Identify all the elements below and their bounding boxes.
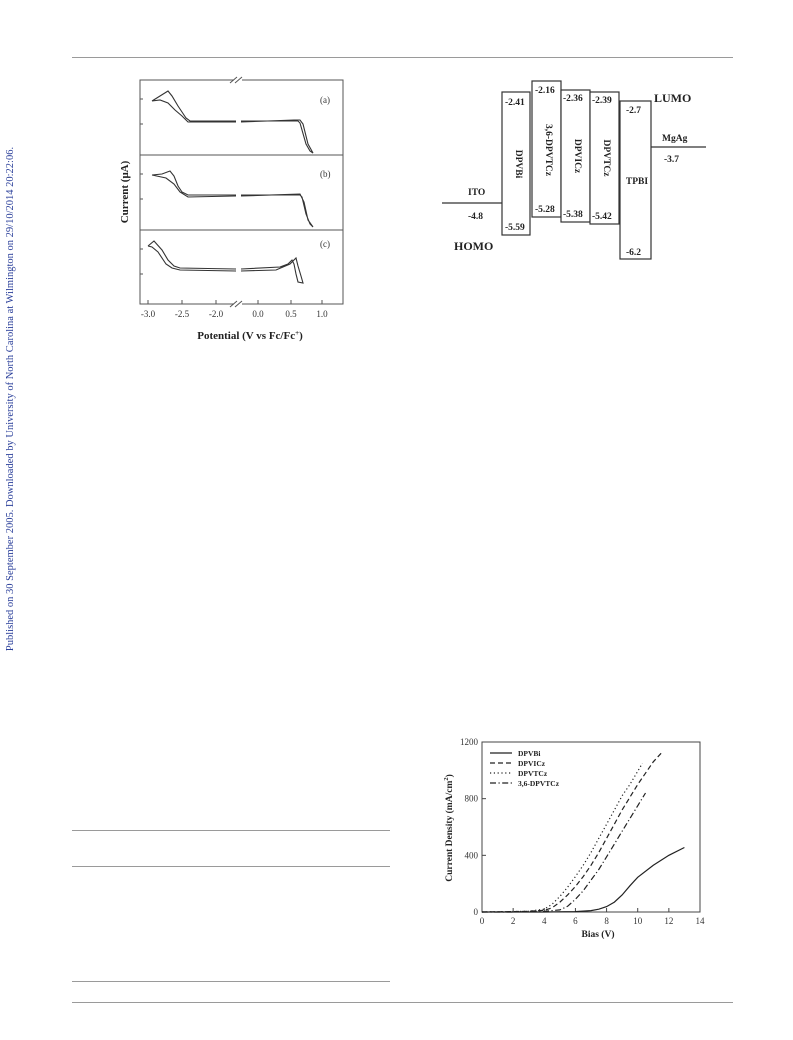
x-tick-label: 0 [479,916,485,926]
cv-x-tick-label: 0.5 [285,309,297,319]
y-tick-label: 0 [473,907,478,917]
mgag-label: MgAg [662,134,688,144]
jv-chart [430,730,720,945]
jv-y-axis-label: Current Density $(mA/cm^2)$ [443,774,455,882]
cv-curve-c [148,241,303,283]
table-rule-top [72,830,390,831]
cv-curve-a [152,91,313,153]
36-dpvtcz-homo: -5.28 [535,205,555,215]
ito-label: ITO [468,188,486,198]
panel-label-a: (a) [320,95,330,105]
tpbi-homo: -6.2 [626,248,642,258]
table-rule-mid [72,866,390,867]
legend-label: DPVTCz [518,769,548,778]
dpvtcz-lumo: -2.39 [592,96,612,106]
cv-x-tick-label: -3.0 [140,309,156,319]
x-tick-label: 12 [664,916,674,926]
dpvbi-lumo: -2.41 [505,98,525,108]
tpbi-lumo: -2.7 [626,106,642,116]
x-tick-label: 14 [695,916,705,926]
plot-frame [482,742,700,912]
dpvtcz-name: DPVTCz [601,139,611,177]
dpvtcz-homo: -5.42 [592,212,612,222]
x-tick-label: 2 [510,916,516,926]
36-dpvtcz-name: 3,6-DPVTCz [543,124,553,176]
y-tick-label: 800 [464,793,478,804]
header-rule [72,57,733,58]
cv-x-axis-label: Potential (V vs Fc/Fc+) [197,329,303,342]
y-tick-label: 400 [464,850,478,861]
cv-x-tick-label: 1.0 [316,309,328,319]
dpvbi-name: DPVBi [513,149,523,179]
x-tick-label: 10 [633,916,643,926]
x-tick-label: 8 [604,916,609,926]
cv-figure [110,74,355,349]
dpvbi-homo: -5.59 [505,223,525,233]
dpvicz-name: DPVICz [572,138,582,174]
y-tick-label: 1200 [460,737,478,747]
ito-value: -4.8 [468,212,484,222]
cv-curve-b [152,171,313,227]
tpbi-name: TPBI [625,177,649,187]
x-tick-label: 4 [542,916,547,926]
panel-label-b: (b) [320,169,331,179]
legend-label: 3,6-DPVTCz [518,779,560,788]
mgag-value: -3.7 [664,155,680,165]
cv-frame [140,80,343,304]
x-tick-label: 6 [573,916,578,926]
series-line-dpvicz [482,753,661,912]
table-rule-bottom [72,981,390,982]
energy-level-diagram [440,78,730,268]
series-line-3-6-dpvtcz [482,793,646,912]
dpvicz-homo: -5.38 [563,210,583,220]
lumo-label: LUMO [654,91,692,105]
legend-label: DPVBi [518,749,541,758]
footer-rule [72,1002,733,1003]
36-dpvtcz-lumo: -2.16 [535,86,555,96]
panel-label-c: (c) [320,239,330,249]
cv-x-tick-label: -2.5 [174,309,190,319]
jv-x-axis-label: Bias (V) [581,930,615,940]
download-notice[interactable]: Published on 30 September 2005. Downloaded by University of North Carolina at Wilmington on 29/10/2014 20:22:06. [5,146,16,652]
homo-label: HOMO [454,239,494,253]
cv-x-tick-label: -2.0 [208,309,224,319]
legend-label: DPVICz [518,759,546,768]
dpvicz-lumo: -2.36 [563,94,583,104]
cv-y-axis-label: Current (μA) [119,160,131,224]
series-line-dpvbi [482,848,684,913]
cv-x-tick-label: 0.0 [252,309,264,319]
